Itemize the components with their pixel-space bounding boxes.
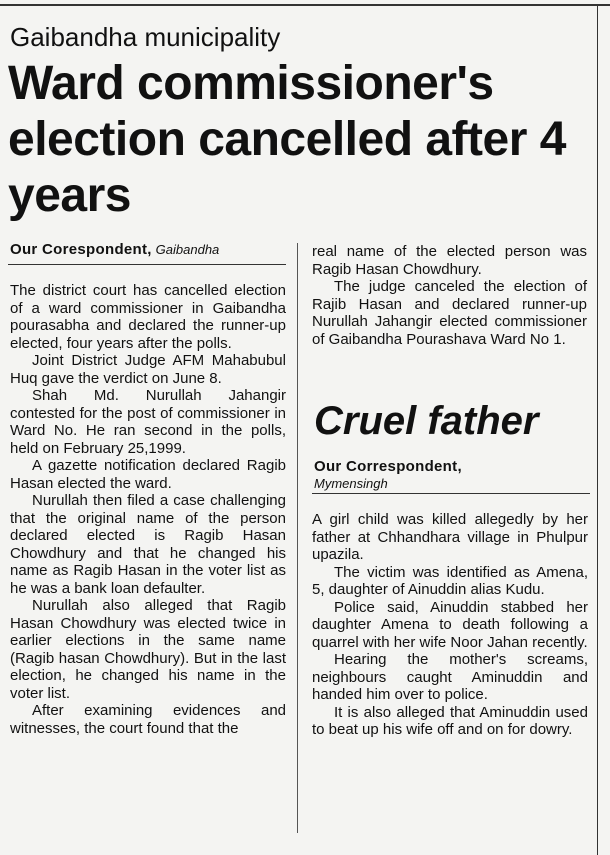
byline-rule xyxy=(312,493,590,494)
article1-kicker: Gaibandha municipality xyxy=(10,22,281,52)
article1-paragraph: Joint District Judge AFM Mahabubul Huq gave the verdict on June 8. xyxy=(10,352,286,387)
article1-paragraph: A gazette notification declared Ragib Hasan elected the ward. xyxy=(10,457,286,492)
article2-headline: Cruel father xyxy=(314,399,539,443)
article2-byline xyxy=(314,458,589,492)
article1-byline xyxy=(10,240,285,259)
article1-headline: Ward commissioner's election cancelled after 4 years xyxy=(8,57,566,222)
article2-paragraph: Police said, Ainuddin stabbed her daughter Amena to death following a quarrel with her wife Noor Jahan recently. xyxy=(312,598,588,651)
article1-column-2 xyxy=(312,243,587,348)
article1-paragraph: Shah Md. Nurullah Jahangir contested for the post of commissioner in Ward No. He ran second in the polls, held on February 25,1999. xyxy=(10,387,286,457)
article2-paragraph: Hearing the mother's screams, neighbours caught Aminuddin and handed him over to police. xyxy=(312,651,588,703)
article1-column-1 xyxy=(10,282,286,737)
article1-paragraph: The district court has cancelled election of a ward commissioner in Gaibandha pourasabha and declared the runner-up elected, four years after the polls. xyxy=(10,282,286,352)
article2-paragraph: It is also alleged that Aminuddin used to beat up his wife off and on for dowry. xyxy=(312,703,588,738)
article1-paragraph: Nurullah then filed a case challenging that the original name of the person declared elected is Ragib Hasan Chowdhury and that he changed his name as Ragib Hasan in the voter list as he was a bank loan defaulter. xyxy=(10,492,286,597)
article1-paragraph: The judge canceled the election of Rajib Hasan and declared runner-up Nurullah Jahangir elected commissioner of Gaibandha Pourashava Ward No 1. xyxy=(312,278,587,348)
column-rule xyxy=(297,243,298,833)
article1-paragraph: Nurullah also alleged that Ragib Hasan Chowdhury was elected twice in earlier elections in the same name (Ragib hasan Chowdhury). But in the last election, he changed his name in the voter list. xyxy=(10,597,286,702)
top-rule xyxy=(0,4,610,6)
article2-byline-place: Mymensingh xyxy=(314,476,388,491)
article1-paragraph: After examining evidences and witnesses, the court found that the xyxy=(10,702,286,737)
article1-paragraph: real name of the elected person was Ragib Hasan Chowdhury. xyxy=(312,243,587,278)
article2-paragraph: The victim was identified as Amena, 5, daughter of Ainuddin alias Kudu. xyxy=(312,563,588,598)
article2-paragraph: A girl child was killed allegedly by her father at Chhandhara village in Phulpur upazila. xyxy=(312,511,588,563)
article1-byline-name: Our Corespondent, xyxy=(10,241,152,258)
byline-rule xyxy=(8,264,286,265)
article2-body xyxy=(312,511,588,739)
article2-byline-name: Our Correspondent, xyxy=(314,458,462,475)
article1-byline-place: Gaibandha xyxy=(155,242,220,257)
